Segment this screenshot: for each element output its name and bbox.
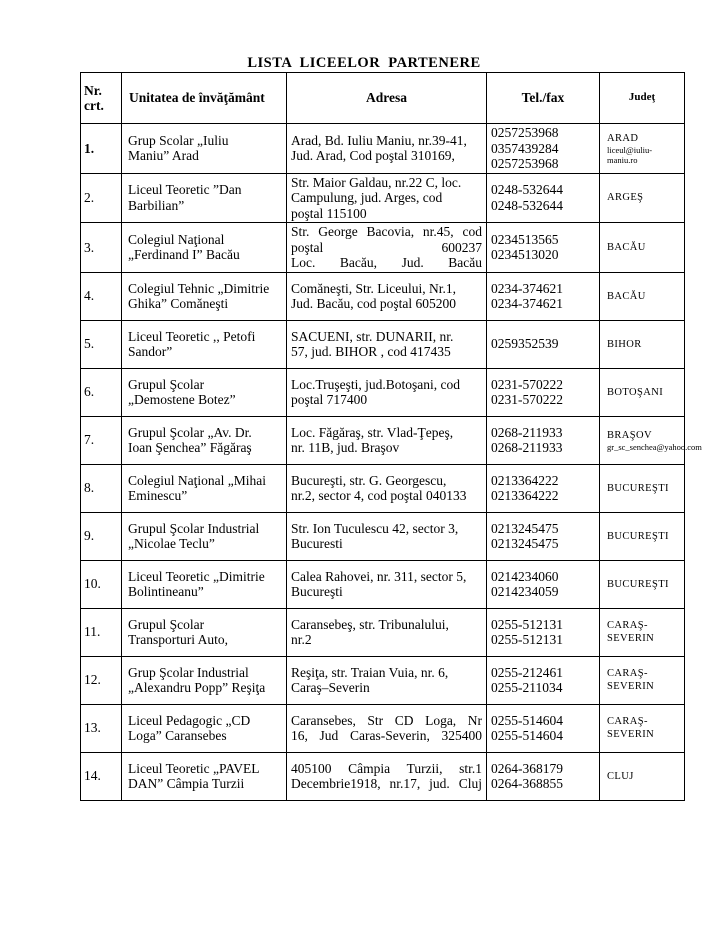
school-name-line: Loga” Caransebes — [128, 728, 227, 743]
school-name — [122, 223, 287, 273]
school-name-line: Grupul Şcolar — [128, 376, 205, 392]
school-phone-line: 0255-514604 — [491, 728, 563, 743]
school-name-line: Grupul Şcolar Industrial — [128, 520, 260, 536]
school-phone-line: 0255-514604 — [491, 712, 563, 728]
county-name: BACĂU — [607, 241, 646, 253]
school-phone — [487, 223, 600, 273]
county-name: CLUJ — [607, 770, 634, 782]
school-name-line: Colegiul Naţional „Mihai — [128, 472, 266, 488]
school-county — [600, 560, 685, 608]
school-phone-line: 0255-512131 — [491, 632, 563, 647]
school-county — [600, 320, 685, 368]
school-phone-line: 0268-211933 — [491, 424, 563, 440]
school-phone-line: 0259352539 — [491, 336, 559, 352]
school-phone — [487, 173, 600, 223]
school-address-line: poştal 717400 — [291, 392, 368, 407]
school-county — [600, 416, 702, 464]
school-name-line: „Alexandru Popp” Reşiţa — [128, 680, 266, 695]
school-phone-line: 0213364222 — [491, 472, 559, 488]
county-name: CARAŞ-SEVERIN — [607, 716, 655, 740]
row-number: 13. — [81, 704, 122, 752]
school-address — [287, 560, 487, 608]
school-name-line: Ghika” Comăneşti — [128, 296, 229, 311]
table-row — [81, 173, 685, 223]
school-address-line: Reşiţa, str. Traian Vuia, nr. 6, — [291, 664, 449, 680]
school-name-line: „Demostene Botez” — [128, 392, 236, 407]
school-phone — [487, 416, 600, 464]
school-address-line: Caransebeş, str. Tribunalului, — [291, 616, 449, 632]
school-name — [122, 560, 287, 608]
county-name: BUCUREŞTI — [607, 578, 669, 590]
school-address — [287, 512, 487, 560]
school-county — [600, 464, 685, 512]
school-phone — [487, 608, 600, 656]
school-phone-line: 0268-211933 — [491, 440, 563, 455]
school-address-line: Jud. Arad, Cod poştal 310169, — [291, 148, 455, 164]
school-address — [287, 608, 487, 656]
school-phone-line: 0264-368179 — [491, 760, 563, 776]
school-phone-line: 0257253968 — [491, 156, 559, 171]
table-row — [81, 560, 685, 608]
school-phone-line: 0255-512131 — [491, 616, 563, 632]
school-address-line: nr. 11B, jud. Braşov — [291, 440, 400, 455]
school-phone-line: 0264-368855 — [491, 776, 563, 791]
row-number: 4. — [81, 272, 122, 320]
school-name — [122, 368, 287, 416]
header-nr — [81, 73, 122, 124]
school-phone-line: 0213245475 — [491, 520, 559, 536]
row-number: 9. — [81, 512, 122, 560]
school-county — [600, 704, 685, 752]
county-name: BOTOŞANI — [607, 386, 664, 398]
school-county — [600, 512, 685, 560]
school-address-line: Loc. Bacău, Jud. Bacău — [291, 255, 482, 270]
school-phone-line: 0213245475 — [491, 536, 559, 551]
school-name-line: Liceul Teoretic ,, Petofi — [128, 328, 256, 344]
table-row — [81, 656, 685, 704]
school-phone-line: 0234-374621 — [491, 296, 563, 311]
table-row — [81, 416, 685, 464]
school-phone-line: 0248-532644 — [491, 182, 563, 198]
row-number: 12. — [81, 656, 122, 704]
school-name-line: Liceul Teoretic ”Dan — [128, 182, 242, 198]
school-county — [600, 124, 685, 174]
school-phone-line: 0255-212461 — [491, 664, 563, 680]
school-address-line: Caraş–Severin — [291, 680, 370, 695]
school-county — [600, 608, 685, 656]
row-number: 5. — [81, 320, 122, 368]
school-phone — [487, 704, 600, 752]
header-nr-line: crt. — [84, 98, 104, 113]
school-name-line: DAN” Câmpia Turzii — [128, 776, 245, 791]
county-name: CARAŞ-SEVERIN — [607, 620, 655, 644]
school-name-line: „Nicolae Teclu” — [128, 536, 215, 551]
school-address — [287, 272, 487, 320]
school-phone-line: 0255-211034 — [491, 680, 563, 695]
school-name — [122, 124, 287, 174]
school-phone — [487, 560, 600, 608]
school-phone-line: 0234-374621 — [491, 280, 563, 296]
school-address-line: Arad, Bd. Iuliu Maniu, nr.39-41, — [291, 132, 467, 148]
school-address-line: nr.2 — [291, 632, 312, 647]
row-number: 1. — [81, 124, 122, 174]
school-address — [287, 223, 487, 273]
school-address — [287, 752, 487, 800]
county-name: BUCUREŞTI — [607, 482, 669, 494]
header-unit: Unitatea de învăţământ — [122, 73, 287, 124]
school-county — [600, 173, 685, 223]
school-name-line: Liceul Teoretic „PAVEL — [128, 760, 260, 776]
header-tel: Tel./fax — [487, 73, 600, 124]
school-address-line: 405100 Câmpia Turzii, str.1 — [291, 760, 482, 776]
school-email-link[interactable]: liceul@iuliu-maniu.ro — [607, 144, 653, 165]
page-title: LISTA LICEELOR PARTENERE — [247, 55, 481, 71]
school-name-line: Eminescu” — [128, 488, 188, 503]
school-name-line: Liceul Teoretic „Dimitrie — [128, 568, 265, 584]
header-county: Judeţ — [600, 73, 685, 124]
school-name — [122, 608, 287, 656]
school-address-line: Decembrie1918, nr.17, jud. Cluj — [291, 776, 482, 791]
school-name-line: Bolintineanu” — [128, 584, 204, 599]
school-address — [287, 704, 487, 752]
school-phone — [487, 752, 600, 800]
table-row — [81, 223, 685, 273]
table-row — [81, 272, 685, 320]
school-address — [287, 656, 487, 704]
table-row — [81, 368, 685, 416]
county-name: ARGEŞ — [607, 192, 644, 204]
school-name-line: Grup Şcolar Industrial — [128, 664, 249, 680]
school-address-line: Jud. Bacău, cod poştal 605200 — [291, 296, 456, 311]
county-name: ARAD — [607, 132, 639, 144]
header-nr-line: Nr. — [84, 82, 102, 98]
table-row — [81, 320, 685, 368]
school-phone — [487, 320, 600, 368]
county-name: BRAŞOV — [607, 429, 652, 441]
school-name-line: Colegiul Naţional — [128, 231, 225, 247]
school-name — [122, 656, 287, 704]
school-name-line: Grup Scolar „Iuliu — [128, 132, 229, 148]
school-address — [287, 368, 487, 416]
county-name: BACĂU — [607, 290, 646, 302]
table-row — [81, 704, 685, 752]
school-address-line: SACUENI, str. DUNARII, nr. — [291, 328, 454, 344]
school-address — [287, 173, 487, 223]
school-name — [122, 704, 287, 752]
partner-schools-table — [80, 72, 702, 801]
school-name-line: Liceul Pedagogic „CD — [128, 712, 251, 728]
table-body — [81, 124, 702, 801]
school-address-line: 16, Jud Caras-Severin, 325400 — [291, 728, 482, 743]
school-county — [600, 656, 685, 704]
table-header-row — [81, 73, 685, 124]
school-address-line: Bucureşti, str. G. Georgescu, — [291, 472, 447, 488]
row-number: 3. — [81, 223, 122, 273]
header-address: Adresa — [287, 73, 487, 124]
school-address — [287, 124, 487, 174]
table-row — [81, 124, 685, 174]
row-number: 7. — [81, 416, 122, 464]
row-number: 10. — [81, 560, 122, 608]
school-name-line: Grupul Şcolar „Av. Dr. — [128, 424, 252, 440]
school-county — [600, 368, 685, 416]
school-address-line: Bucuresti — [291, 536, 343, 551]
row-number: 2. — [81, 173, 122, 223]
school-name-line: Grupul Şcolar — [128, 616, 205, 632]
school-phone-line: 0248-532644 — [491, 197, 563, 213]
table-row — [81, 464, 685, 512]
row-number: 11. — [81, 608, 122, 656]
school-phone-line: 0231-570222 — [491, 376, 563, 392]
school-address-line: Loc.Truşeşti, jud.Botoşani, cod — [291, 376, 461, 392]
school-address-line: Str. Maior Galdau, nr.22 C, loc. — [291, 174, 462, 190]
school-address-line: Str. Ion Tuculescu 42, sector 3, — [291, 520, 459, 536]
school-address-line: poştal 600237 — [291, 239, 482, 255]
school-address-line: nr.2, sector 4, cod poştal 040133 — [291, 488, 467, 503]
school-phone — [487, 656, 600, 704]
table-row — [81, 752, 685, 800]
school-address-line: poştal 115100 — [291, 205, 367, 221]
row-number: 8. — [81, 464, 122, 512]
school-phone — [487, 512, 600, 560]
school-address-line: Loc. Făgăraş, str. Vlad-Ţepeş, — [291, 424, 454, 440]
school-name — [122, 512, 287, 560]
county-name: BUCUREŞTI — [607, 530, 669, 542]
school-name-line: Ioan Şenchea” Făgăraş — [128, 440, 252, 455]
school-address — [287, 320, 487, 368]
school-name — [122, 464, 287, 512]
school-phone — [487, 368, 600, 416]
county-name: BIHOR — [607, 338, 642, 350]
table-row — [81, 512, 685, 560]
school-address-line: 57, jud. BIHOR , cod 417435 — [291, 344, 451, 359]
school-name-line: Transporturi Auto, — [128, 632, 229, 647]
school-name — [122, 752, 287, 800]
school-name — [122, 416, 287, 464]
school-county — [600, 752, 685, 800]
school-phone-line: 0214234059 — [491, 584, 559, 599]
school-address-line: Str. George Bacovia, nr.45, cod — [291, 224, 482, 239]
school-county — [600, 223, 685, 273]
school-phone — [487, 464, 600, 512]
school-email-link[interactable]: gr_sc_senchea@yahoo.com — [607, 441, 702, 452]
school-address-line: Campulung, jud. Arges, cod — [291, 190, 443, 205]
school-phone-line: 0234513020 — [491, 247, 559, 263]
school-phone-line: 0214234060 — [491, 568, 559, 584]
table-row — [81, 608, 685, 656]
school-name — [122, 173, 287, 223]
school-name-line: Colegiul Tehnic „Dimitrie — [128, 280, 270, 296]
school-address — [287, 416, 487, 464]
school-phone — [487, 124, 600, 174]
school-phone-line: 0231-570222 — [491, 392, 563, 407]
row-number: 6. — [81, 368, 122, 416]
school-phone — [487, 272, 600, 320]
school-name-line: Maniu” Arad — [128, 148, 199, 164]
school-name — [122, 320, 287, 368]
school-phone-line: 0257253968 — [491, 125, 559, 140]
row-number: 14. — [81, 752, 122, 800]
school-address-line: Calea Rahovei, nr. 311, sector 5, — [291, 568, 467, 584]
county-name: CARAŞ-SEVERIN — [607, 668, 655, 692]
school-name — [122, 272, 287, 320]
school-county — [600, 272, 685, 320]
school-address — [287, 464, 487, 512]
school-address-line: Bucureşti — [291, 584, 343, 599]
school-address-line: Comăneşti, Str. Liceului, Nr.1, — [291, 280, 456, 296]
school-name-line: Sandor” — [128, 344, 173, 359]
school-name-line: „Ferdinand I” Bacău — [128, 247, 240, 263]
school-name-line: Barbilian” — [128, 197, 185, 213]
school-phone-line: 0357439284 — [491, 140, 559, 156]
school-phone-line: 0234513565 — [491, 231, 559, 247]
school-address-line: Caransebes, Str CD Loga, Nr — [291, 712, 482, 728]
school-phone-line: 0213364222 — [491, 488, 559, 503]
